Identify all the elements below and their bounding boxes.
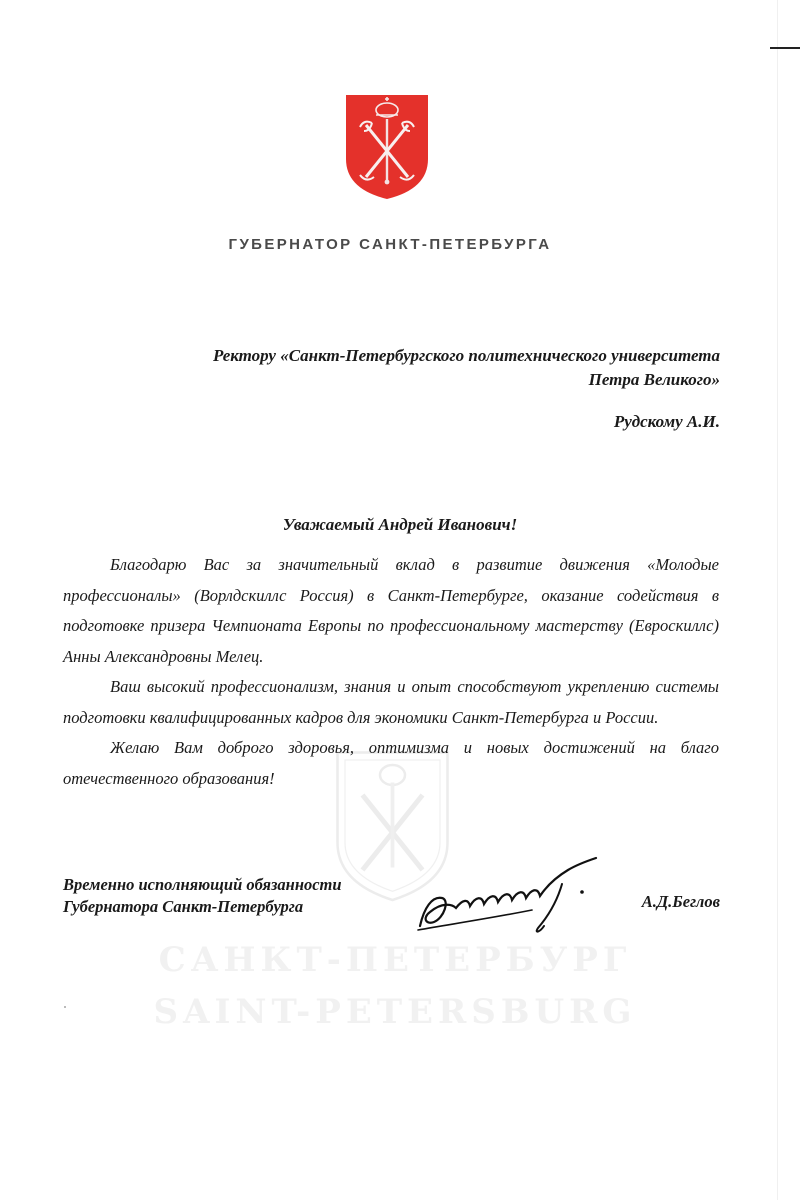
letter-body: [63, 550, 719, 794]
addressee-line-1: Ректору «Санкт-Петербургского политехнического университета: [212, 346, 720, 365]
addressee-block: [100, 344, 720, 392]
st-petersburg-coat-of-arms-icon: [344, 93, 430, 201]
body-paragraph: Ваш высокий профессионализм, знания и опыт способствуют укреплению системы подготовки квалифицированных кадров для экономики Санкт-Петербурга и России.: [63, 677, 719, 727]
paper-edge-mark: [770, 47, 800, 49]
signer-title: [63, 874, 342, 918]
body-paragraph: Желаю Вам доброго здоровья, оптимизма и новых достижений на благо отечественного образования!: [63, 738, 719, 788]
scan-speck: [64, 1006, 66, 1008]
watermark-text-en: SAINT-PETERSBURG: [153, 992, 637, 1032]
signer-name: А.Д.Беглов: [641, 892, 720, 911]
signer-title-line-2: Губернатора Санкт-Петербурга: [63, 897, 304, 916]
handwritten-signature-icon: [412, 848, 612, 943]
addressee-line-2: Петра Великого»: [588, 370, 720, 389]
body-paragraph: Благодарю Вас за значительный вклад в развитие движения «Молодые профессионалы» (Ворлдскиллс Россия) в Санкт-Петербурге, оказание содействия в подготовке призера Чемпионата Европы по профессиональному мастерству (Евроскиллс) Анны Александровны Мелец.: [63, 555, 719, 666]
signer-title-line-1: Временно исполняющий обязанности: [63, 875, 342, 894]
governor-heading: ГУБЕРНАТОР САНКТ-ПЕТЕРБУРГА: [228, 236, 552, 253]
addressee-name: Рудскому А.И.: [613, 412, 720, 431]
paper-edge-line: [777, 0, 778, 1200]
watermark-text-ru: САНКТ-ПЕТЕРБУРГ: [158, 940, 632, 980]
greeting: Уважаемый Андрей Иванович!: [282, 515, 518, 534]
